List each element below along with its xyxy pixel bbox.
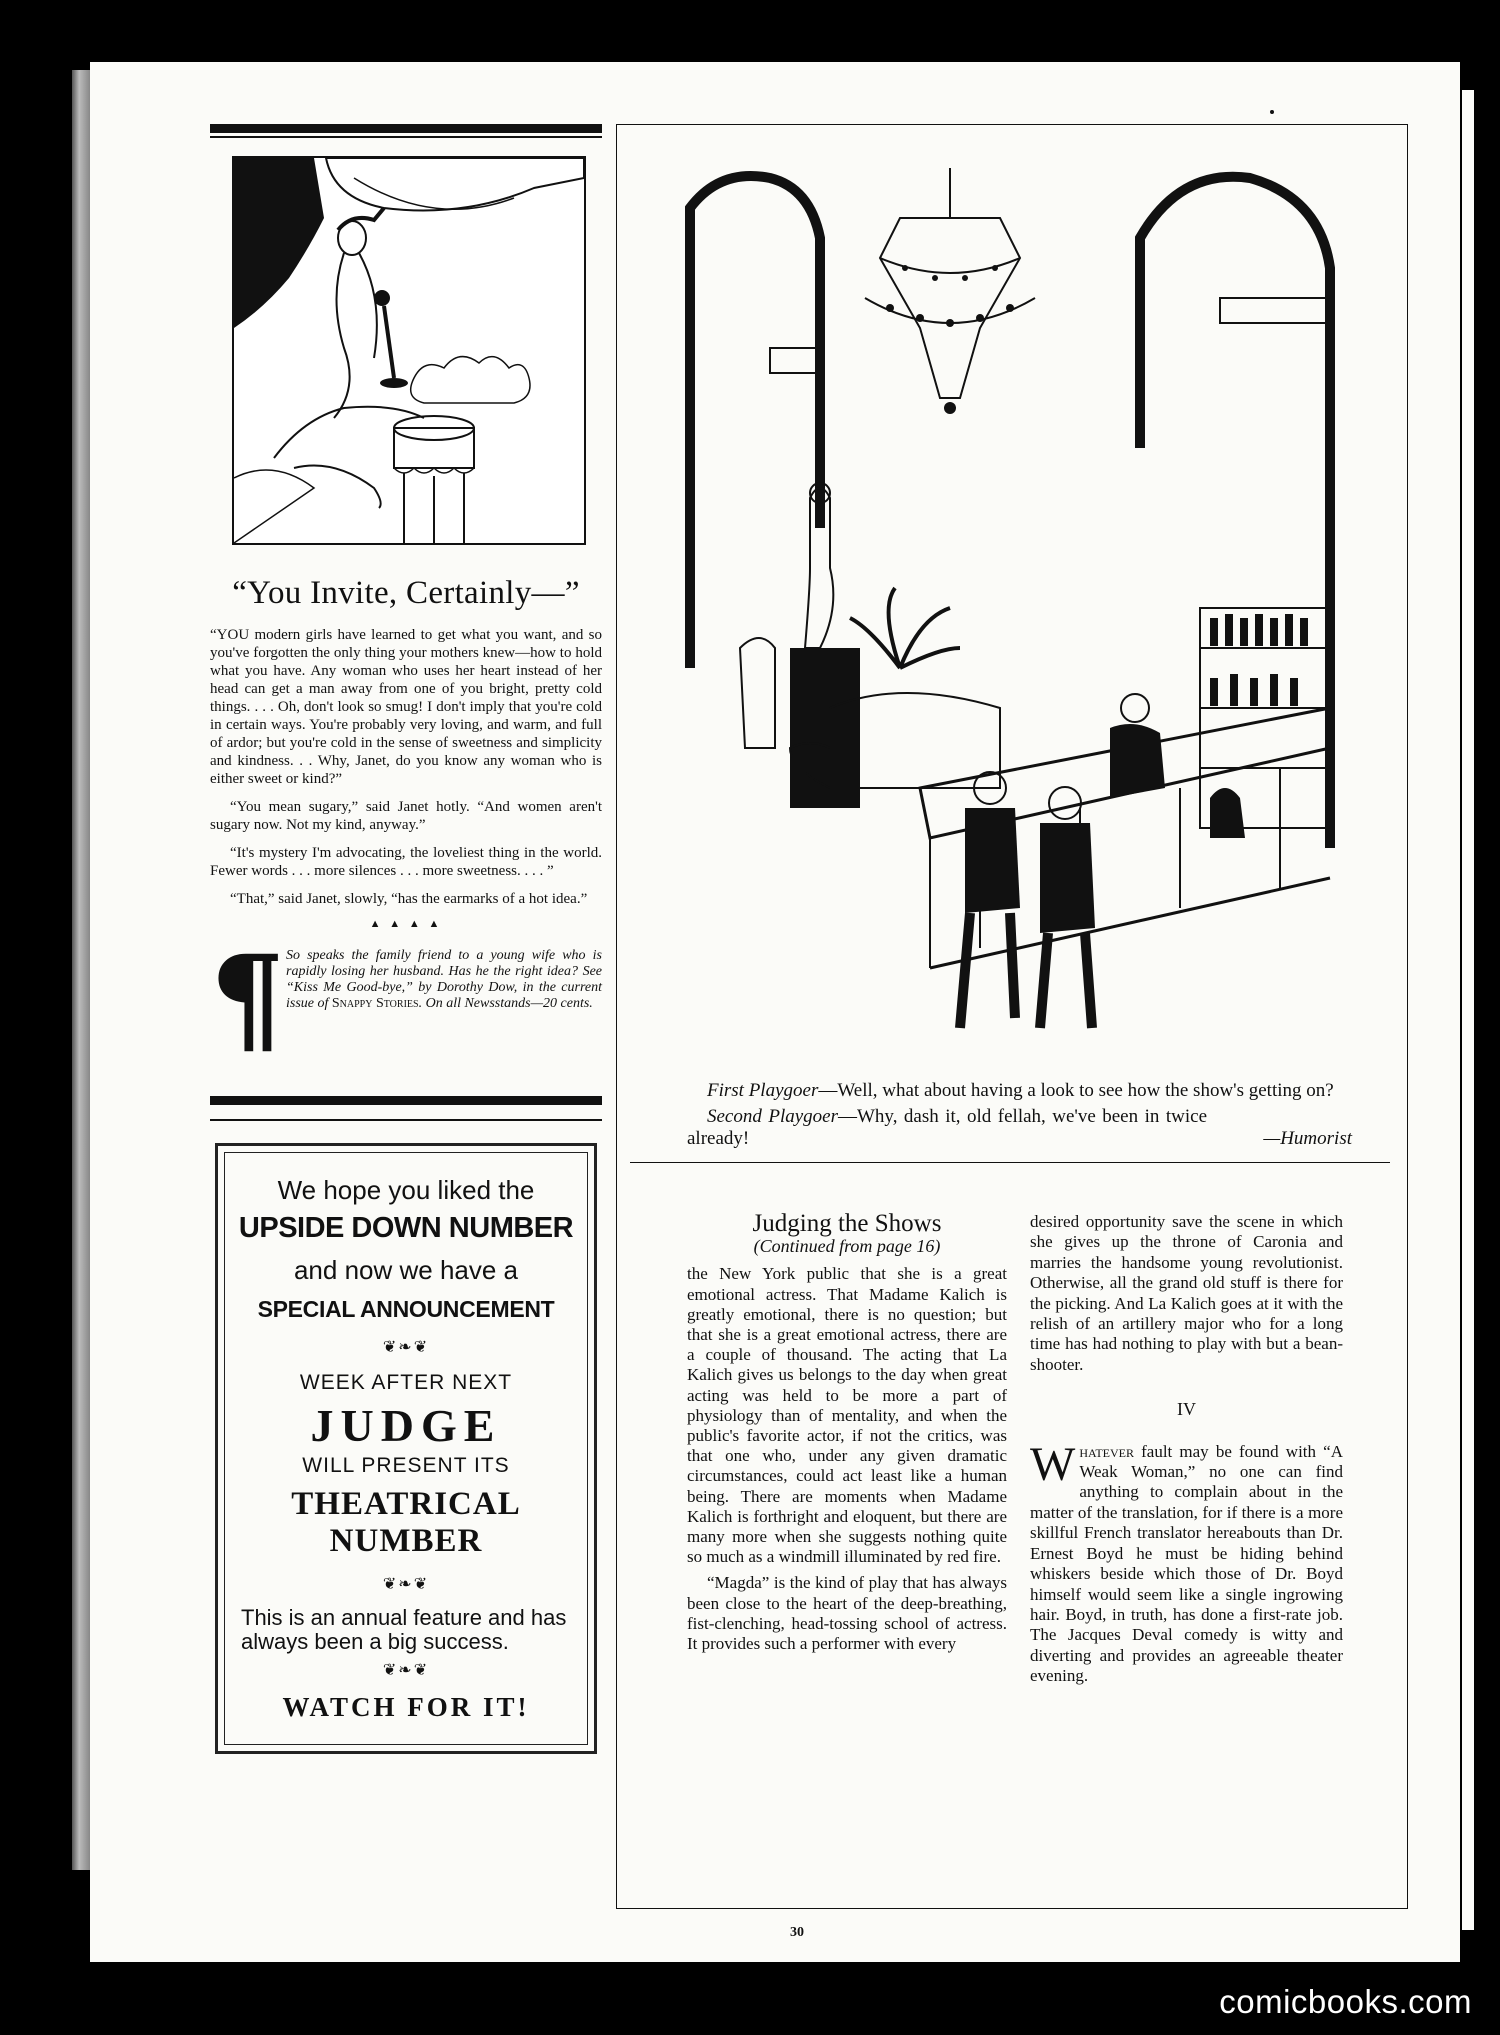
article-paragraph (1030, 1437, 1343, 1687)
promo-blurb (210, 929, 602, 1068)
story-title: “You Invite, Certainly—” (232, 575, 580, 611)
promo-blurb-text (286, 948, 602, 1012)
page-edge (1462, 90, 1474, 1930)
judge-announcement-ad (215, 1143, 597, 1754)
caption-speaker: First Playgoer (707, 1080, 819, 1101)
ornament-icon: ❦❧❦ (382, 1662, 430, 1679)
caption-speaker: Second Playgoer (707, 1106, 838, 1127)
ad-headline (225, 1486, 587, 1560)
article-paragraph: desired opportunity save the scene in which she gives up the throne of Caronia and marries the handsome young revolutionist. Otherwise, all the grand old stuff is there for the picking. And La Kalich goes at it with the relish of an artillery major who for a long time has had nothing to play with but a bean-shooter. (1030, 1212, 1343, 1374)
article-column-2 (1030, 1212, 1343, 1687)
caption-line-first (687, 1080, 1352, 1102)
ad-line: WILL PRESENT ITS (302, 1454, 510, 1477)
article-continued: (Continued from page 16) (753, 1236, 941, 1257)
site-watermark: comicbooks.com (1219, 1983, 1472, 2020)
ad-inner-border (224, 1152, 588, 1745)
article-column-1 (687, 1212, 1007, 1654)
story-paragraph: “It's mystery I'm advocating, the loveliest thing in the world. Fewer words . . . more silences . . . more sweetness. . . . ” (210, 845, 602, 879)
woman-telephone-illustration-icon (232, 156, 586, 545)
story-excerpt (210, 626, 602, 908)
article-text: fault may be found with “A Weak Woman,” no one can find anything to complain about in the matter of the translation, for if there is a more skillful French translator hereabouts than Dr. Ernest Boyd he must be hiding behind whiskers beside which those of Dr. Boyd himself would seem like a single ingrowing hair. Boyd, in truth, has done a first-rate job. The Jacques Deval comedy is witty and diverting and provides an agreeable theater evening. (1030, 1441, 1343, 1686)
caption-text: —Well, what about having a look to see how the show's getting on? (818, 1080, 1334, 1101)
magazine-name: Snappy Stories (331, 996, 419, 1011)
caption-credit: —Humorist (1263, 1128, 1352, 1149)
caption-separator (630, 1162, 1390, 1163)
ad-body: This is an annual feature and has always been a big success. (241, 1605, 567, 1654)
book-binding (72, 70, 90, 1870)
story-paragraph: “You mean sugary,” said Janet hotly. “And women aren't sugary now. Not my kind, anyway.” (210, 799, 602, 833)
section-number: IV (1177, 1399, 1196, 1420)
ad-headline: UPSIDE DOWN NUMBER (238, 1212, 574, 1244)
top-rule-thin (210, 136, 602, 138)
ornament-icon: ❦❧❦ (382, 1576, 430, 1593)
top-rule (210, 124, 602, 133)
ad-number: NUMBER (329, 1523, 483, 1559)
ad-headline: SPECIAL ANNOUNCEMENT (257, 1296, 555, 1322)
ad-line: WEEK AFTER NEXT (299, 1371, 513, 1394)
article-paragraph: “Magda” is the kind of play that has always been close to the heart of the deep-breathing, fist-clenching, head-tossing school of actress. It provides such a performer with every (687, 1573, 1007, 1654)
ad-line: and now we have a (293, 1255, 519, 1285)
print-speck (1270, 110, 1274, 114)
theater-lobby-bar-cartoon-icon (680, 148, 1345, 1068)
promo-blurb-part: So speaks the family friend to a young wife who is rapidly losing her husband. Has he the right idea? See “Kiss Me Good-bye,” by Dorothy Dow, in the current issue of (286, 948, 602, 1011)
article-smallcaps: hatever (1079, 1441, 1134, 1461)
drop-cap: W (1030, 1437, 1076, 1491)
cartoon-caption (687, 1080, 1352, 1150)
ad-theatrical: THEATRICAL (291, 1486, 521, 1522)
ad-top-rule (210, 1096, 602, 1105)
left-column (210, 124, 602, 1754)
pilcrow-icon: ¶ (210, 929, 286, 1068)
article-paragraph: the New York public that she is a great emotional actress. That Madame Kalich is greatly emotional, there is no question; but that she is a great emotional actress, there are a couple of thousand. The acting that La Kalich gives us belongs to the day when great acting was held to be more a part of physiology than of mentality, and when the public's favorite actor, if not the critics, was that one who, under any given dramatic circumstances, could act least like a human being. There are moments when Madame Kalich is forthright and eloquent, but there are many more when she suggests nothing quite so much as a windmill illuminated by red fire. (687, 1264, 1007, 1567)
promo-blurb-part: . On all Newsstands—20 cents. (418, 996, 593, 1011)
ad-call-to-action: WATCH FOR IT! (282, 1692, 530, 1722)
ad-line: We hope you liked the (277, 1175, 535, 1205)
caption-text: —Why, dash it, old fellah, we've been in twice already! (687, 1106, 1207, 1149)
article-title: Judging the Shows (752, 1210, 942, 1237)
ornament-icon: ❦❧❦ (382, 1339, 430, 1356)
ad-top-rule-thin (210, 1119, 602, 1121)
story-paragraph: “YOU modern girls have learned to get what you want, and so you've forgotten the only thing your mothers knew—how to hold what you have. Any woman who uses her heart instead of her head can get a man away from one of you bright, pretty cold things. . . . Oh, don't look so smug! I don't imply that you're cold in certain ways. You're probably very loving, and warm, and full of ardor; but you're cold in the sense of sweetness and simplicity and kindness. . . Why, Janet, do you know any woman who is either sweet or kind?” (210, 627, 602, 787)
ad-judge-title: JUDGE (310, 1400, 502, 1451)
page-number: 30 (790, 1925, 804, 1940)
story-paragraph: “That,” said Janet, slowly, “has the earmarks of a hot idea.” (230, 891, 588, 907)
dingbat-divider: ▲ ▲ ▲ ▲ (369, 918, 443, 930)
